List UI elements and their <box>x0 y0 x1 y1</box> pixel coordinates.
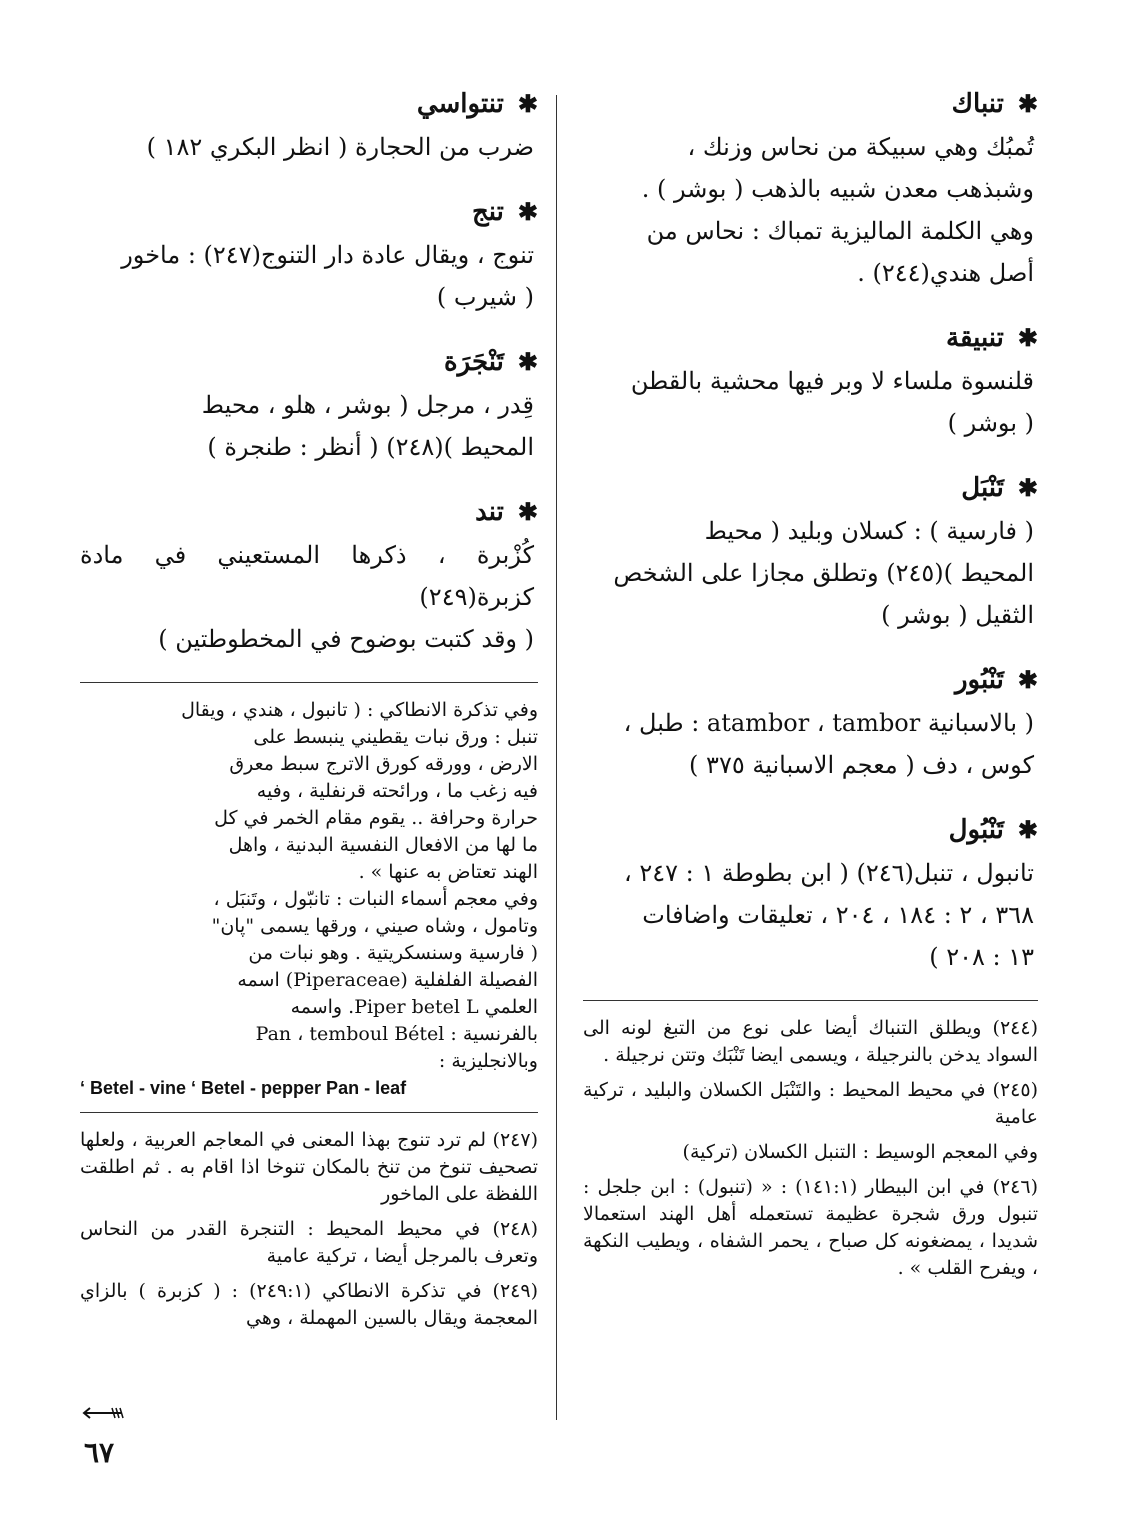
note-line: العلمي Piper betel L. واسمه <box>290 996 538 1018</box>
entry-head <box>583 466 1038 510</box>
body-line: أصل هندي(٢٤٤) . <box>857 259 1034 287</box>
footnote-249: (٢٤٩) في تذكرة الانطاكي (٢٤٩:١) : ( كزبرة ) بالزاي المعجمة ويقال بالسين المهملة ، وهي <box>80 1280 539 1329</box>
footnote-separator <box>80 682 538 683</box>
star-icon: ✱ <box>517 497 538 526</box>
footnote-247: (٢٤٧) لم ترد تنوج بهذا المعنى في المعاجم العربية ، ولعلها تصحيف تنوخ من تنخ بالمكان تنوخا اذا اقام به . ثم اطلقت اللفظة على الماخور <box>80 1129 538 1205</box>
headword: تَنْجَرَة <box>444 347 504 377</box>
entry-body <box>583 126 1038 294</box>
body-line: ( وقد كتبت بوضوح في المخطوطتين ) <box>158 625 534 653</box>
headword: تَنْبُور <box>954 665 1004 695</box>
entry-tanbur <box>583 658 1038 786</box>
entry-tanbul <box>583 808 1038 978</box>
star-icon: ✱ <box>1017 89 1038 118</box>
note-line: بالفرنسية : Pan ، temboul Bétel <box>255 1023 538 1045</box>
page-number: ٦٧ <box>84 1436 115 1469</box>
column-divider <box>556 95 557 1420</box>
footnote-separator <box>583 1000 1038 1001</box>
star-icon: ✱ <box>1017 665 1038 694</box>
body-line: تنوج ، ويقال عادة دار التنوج(٢٤٧) : ماخور <box>121 241 534 269</box>
entry-tanbiqa <box>583 316 1038 444</box>
star-icon: ✱ <box>1017 323 1038 352</box>
entry-body <box>80 384 538 468</box>
note-line: الفصيلة الفلفلية (Piperaceae) اسمه <box>237 969 538 991</box>
entry-body <box>583 510 1038 636</box>
footnotes <box>583 1015 1038 1282</box>
headword: تند <box>475 497 504 527</box>
footnote-246: (٢٤٦) في ابن البيطار (١٤١:١) : « (تنبول) : ابن جلجل : تنبول ورق شجرة عظيمة تستعمله أهل الهند استعمالا شديدا ، يمضغونه كل صباح ، يحمر الشفاه ، ويطيب النكهة ، ويفرح القلب » . <box>583 1176 1038 1279</box>
entry-tanj <box>80 190 538 318</box>
entry-head <box>583 658 1038 702</box>
entry-tanbak <box>583 82 1038 294</box>
body-line: قِدر ، مرجل ( بوشر ، هلو ، محيط <box>201 391 534 419</box>
right-column <box>583 82 1038 1290</box>
entry-body <box>583 702 1038 786</box>
note-line: ( فارسية وسنسكريتية . وهو نبات من <box>248 942 538 964</box>
note-continuation <box>80 697 538 1102</box>
note-line: فيه زغب ما ، ورائحته قرنفلية ، وفيه <box>256 780 538 802</box>
entry-head <box>583 316 1038 360</box>
headword: تنج <box>472 197 504 227</box>
entry-tand <box>80 490 538 660</box>
note-line: الهند تعتاض به عنها » . <box>358 861 538 883</box>
star-icon: ✱ <box>517 347 538 376</box>
footnote-248: (٢٤٨) في محيط المحيط : التنجرة القدر من النحاس وتعرف بالمرجل أيضا ، تركية عامية <box>80 1218 538 1267</box>
entry-head <box>80 82 538 126</box>
body-line: المحيط )(٢٤٥) وتطلق مجازا على الشخص <box>613 559 1034 587</box>
headword: تنباك <box>951 89 1004 119</box>
footnote-245-cont: وفي المعجم الوسيط : التنبل الكسلان (تركية) <box>682 1141 1038 1163</box>
headword: تَنْبَل <box>961 473 1004 503</box>
footnote-separator <box>80 1112 538 1113</box>
note-line: تنبل : ورق نبات يقطيني ينبسط على <box>253 726 538 748</box>
body-line: كُزْبرة ، ذكرها المستعيني في مادة كزبرة(٢٤٩) <box>80 541 534 611</box>
body-line: ( بالاسبانية atambor ، tambor : طبل ، <box>623 709 1034 737</box>
entry-tanjara <box>80 340 538 468</box>
footnotes <box>80 1127 538 1332</box>
english-names-line: ‘ Betel - vine ‘ Betel - pepper Pan - leaf <box>80 1078 407 1098</box>
entry-head <box>583 82 1038 126</box>
body-line: قلنسوة ملساء لا وبر فيها محشية بالقطن <box>630 367 1034 395</box>
note-line: وتامول ، وشاه صيني ، ورقها يسمى "پان" <box>211 915 538 937</box>
note-line: وفي تذكرة الانطاكي : ( تانبول ، هندي ، ويقال <box>181 699 538 721</box>
entry-body <box>583 852 1038 978</box>
body-line: ١٣ : ٢٠٨ ) <box>929 943 1034 971</box>
headword: تنبيقة <box>946 323 1004 353</box>
note-line: حرارة وحرافة .. يقوم مقام الخمر في كل <box>214 807 538 829</box>
continue-arrow-icon <box>82 1407 124 1419</box>
note-line: الارض ، وورقه كورق الاترج سبط معرق <box>229 753 538 775</box>
body-line: وهي الكلمة الماليزية تمباك : نحاس من <box>646 217 1034 245</box>
body-line: الثقيل ( بوشر ) <box>881 601 1034 629</box>
body-line: ( بوشر ) <box>947 409 1034 437</box>
note-line: ما لها من الافعال النفسية البدنية ، واهل <box>228 834 538 856</box>
body-line: المحيط )(٢٤٨) ( أنظر : طنجرة ) <box>207 433 534 461</box>
entry-body <box>583 360 1038 444</box>
body-line: ( شيرب ) <box>436 283 534 311</box>
entry-head <box>80 340 538 384</box>
body-line: وشبذهب معدن شبيه بالذهب ( بوشر ) . <box>641 175 1034 203</box>
star-icon: ✱ <box>517 89 538 118</box>
entry-tantawasi <box>80 82 538 168</box>
footnote-245: (٢٤٥) في محيط المحيط : والتَنْبَل الكسلان والبليد ، تركية عامية <box>583 1079 1038 1128</box>
body-line: تانبول ، تنبل(٢٤٦) ( ابن بطوطة ١ : ٢٤٧ ، <box>623 859 1034 887</box>
star-icon: ✱ <box>1017 473 1038 502</box>
entry-tanbal <box>583 466 1038 636</box>
footnote-244: (٢٤٤) ويطلق التنباك أيضا على نوع من التبغ لونه الى السواد يدخن بالنرجيلة ، ويسمى ايضا تَنْبَك وتتن نرجيلة . <box>583 1017 1038 1066</box>
body-line: تُمبُك وهي سبيكة من نحاس وزنك ، <box>687 133 1034 161</box>
headword: تَنْبُول <box>948 815 1004 845</box>
entry-body <box>80 126 538 168</box>
star-icon: ✱ <box>1017 815 1038 844</box>
left-column <box>80 82 538 1340</box>
entry-head <box>80 190 538 234</box>
entry-body <box>80 234 538 318</box>
body-line: ٣٦٨ ، ٢ : ١٨٤ ، ٢٠٤ ، تعليقات واضافات <box>642 901 1034 929</box>
body-line: ضرب من الحجارة ( انظر البكري ١٨٢ ) <box>146 133 534 161</box>
note-line: وفي معجم أسماء النبات : تانبّول ، وتَنبَل ، <box>213 888 538 910</box>
body-line: ( فارسية ) : كسلان وبليد ( محيط <box>704 517 1034 545</box>
note-line: وبالانجليزية : <box>438 1050 538 1072</box>
entry-body <box>80 534 538 660</box>
entry-head <box>80 490 538 534</box>
star-icon: ✱ <box>517 197 538 226</box>
body-line: كوس ، دف ( معجم الاسبانية ٣٧٥ ) <box>689 751 1034 779</box>
entry-head <box>583 808 1038 852</box>
headword: تنتواسي <box>416 89 504 119</box>
